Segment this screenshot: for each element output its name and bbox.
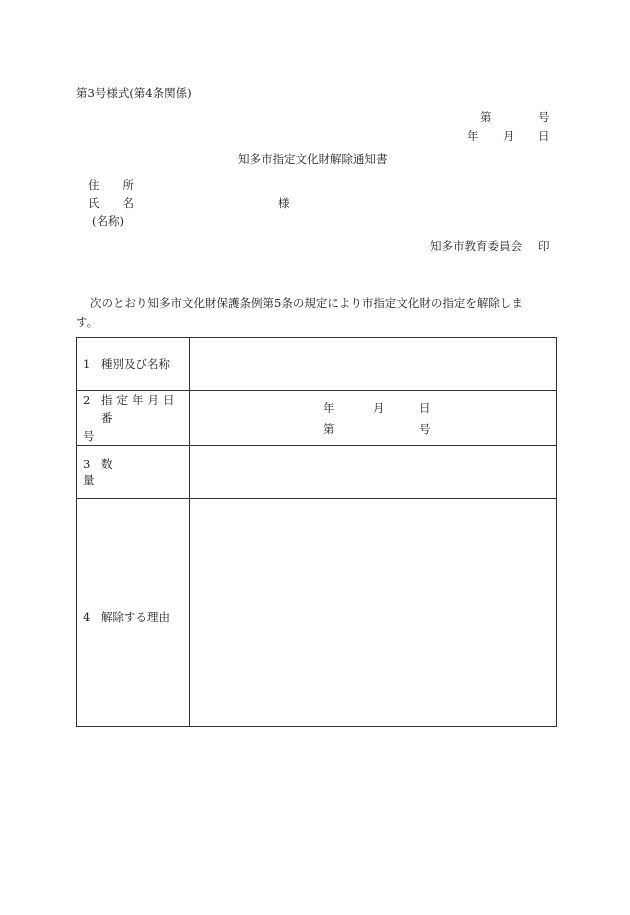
name-label: 氏 名 xyxy=(88,196,134,210)
doc-date-tsuki: 月 xyxy=(503,129,515,143)
table-row xyxy=(77,391,557,446)
row2-number: 2 xyxy=(83,393,91,407)
doc-date-hi: 日 xyxy=(538,129,550,143)
org-name-label: (名称) xyxy=(92,214,124,228)
row2-hi: 日 xyxy=(419,401,431,415)
honorific-sama: 様 xyxy=(278,196,290,210)
row2-go: 号 xyxy=(419,422,431,436)
row2-dai: 第 xyxy=(323,422,335,436)
address-label: 住 所 xyxy=(88,178,134,192)
row3-number: 3 xyxy=(83,457,91,471)
row4-value-cell xyxy=(190,499,557,727)
row4-label-cell xyxy=(77,499,190,727)
row1-value-cell xyxy=(190,338,557,391)
doc-number-go: 号 xyxy=(538,110,550,124)
row1-label: 種別及び名称 xyxy=(101,357,170,371)
notice-table xyxy=(76,337,557,727)
body-text-line1: 次のとおり知多市文化財保護条例第5条の規定により市指定文化財の指定を解除しま xyxy=(90,296,523,310)
table-row xyxy=(77,446,557,499)
row2-value-cell xyxy=(190,391,557,446)
issuer-name: 知多市教育委員会 xyxy=(430,239,522,253)
row1-number: 1 xyxy=(83,357,91,371)
row2-tsuki: 月 xyxy=(373,401,385,415)
row4-label: 解除する理由 xyxy=(101,609,170,624)
row3-label-cell xyxy=(77,446,190,499)
row1-label-cell xyxy=(77,338,190,391)
row2-nen: 年 xyxy=(323,401,335,415)
row2-label-cell xyxy=(77,391,190,446)
row3-label: 数量 xyxy=(83,457,159,487)
doc-number-dai: 第 xyxy=(480,110,492,124)
table-row xyxy=(77,499,557,727)
table-row xyxy=(77,338,557,391)
document-title: 知多市指定文化財解除通知書 xyxy=(238,152,388,166)
row3-value-cell xyxy=(190,446,557,499)
issuer-seal: 印 xyxy=(538,239,550,253)
doc-date-nen: 年 xyxy=(467,129,479,143)
row2-label-line2: 番号 xyxy=(83,411,157,443)
row2-label-line1: 指定年月日 xyxy=(101,393,179,407)
body-text-line2: す。 xyxy=(76,315,99,329)
row4-number: 4 xyxy=(83,609,91,624)
form-number: 第3号様式(第4条関係) xyxy=(76,86,192,100)
